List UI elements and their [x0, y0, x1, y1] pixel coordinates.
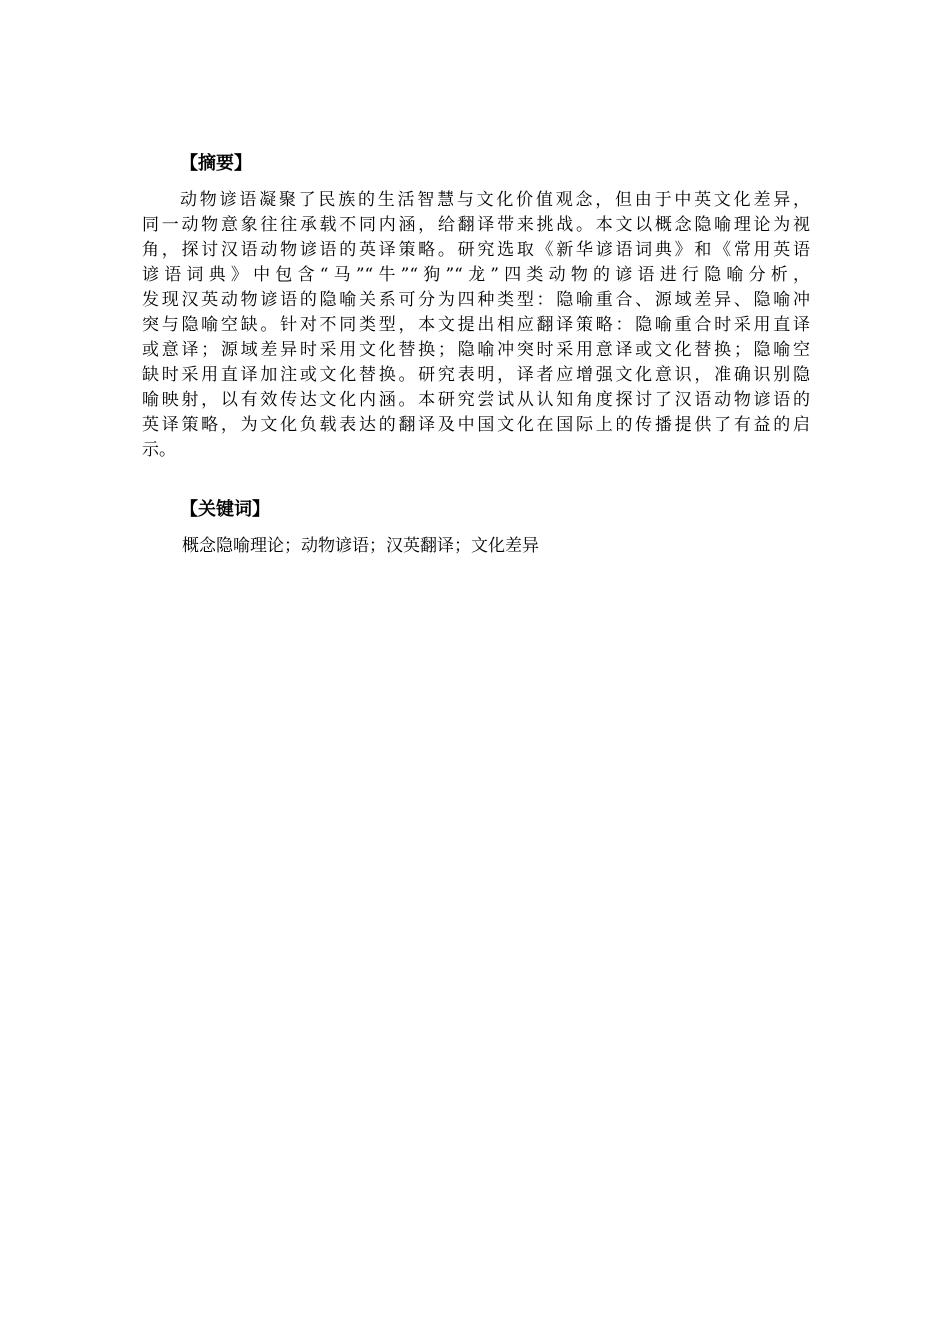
abstract-line: 英译策略，为文化负载表达的翻译及中国文化在国际上的传播提供了有益的启: [142, 415, 810, 435]
abstract-line: 或意译；源域差异时采用文化替换；隐喻冲突时采用意译或文化替换；隐喻空: [142, 340, 810, 360]
abstract-line: 缺时采用直译加注或文化替换。研究表明，译者应增强文化意识，准确识别隐: [142, 365, 810, 385]
abstract-body: [142, 188, 810, 463]
abstract-line: 发现汉英动物谚语的隐喻关系可分为四种类型：隐喻重合、源域差异、隐喻冲: [142, 290, 810, 310]
keywords-text: 概念隐喻理论；动物谚语；汉英翻译；文化差异: [182, 536, 539, 556]
abstract-line: 同一动物意象往往承载不同内涵，给翻译带来挑战。本文以概念隐喻理论为视: [142, 215, 810, 235]
abstract-line: 喻映射，以有效传达文化内涵。本研究尝试从认知角度探讨了汉语动物谚语的: [142, 390, 810, 410]
abstract-line: 突与隐喻空缺。针对不同类型，本文提出相应翻译策略：隐喻重合时采用直译: [142, 315, 810, 335]
keywords-heading: 【关键词】: [180, 499, 270, 520]
abstract-heading: 【摘要】: [180, 153, 252, 174]
abstract-line: 动物谚语凝聚了民族的生活智慧与文化价值观念，但由于中英文化差异，: [180, 190, 810, 210]
abstract-line: 示。: [142, 440, 176, 460]
abstract-line: 角，探讨汉语动物谚语的英译策略。研究选取《新华谚语词典》和《常用英语: [142, 240, 810, 260]
abstract-line: 谚语词典》中包含“马”“牛”“狗”“龙”四类动物的谚语进行隐喻分析，: [142, 265, 810, 285]
